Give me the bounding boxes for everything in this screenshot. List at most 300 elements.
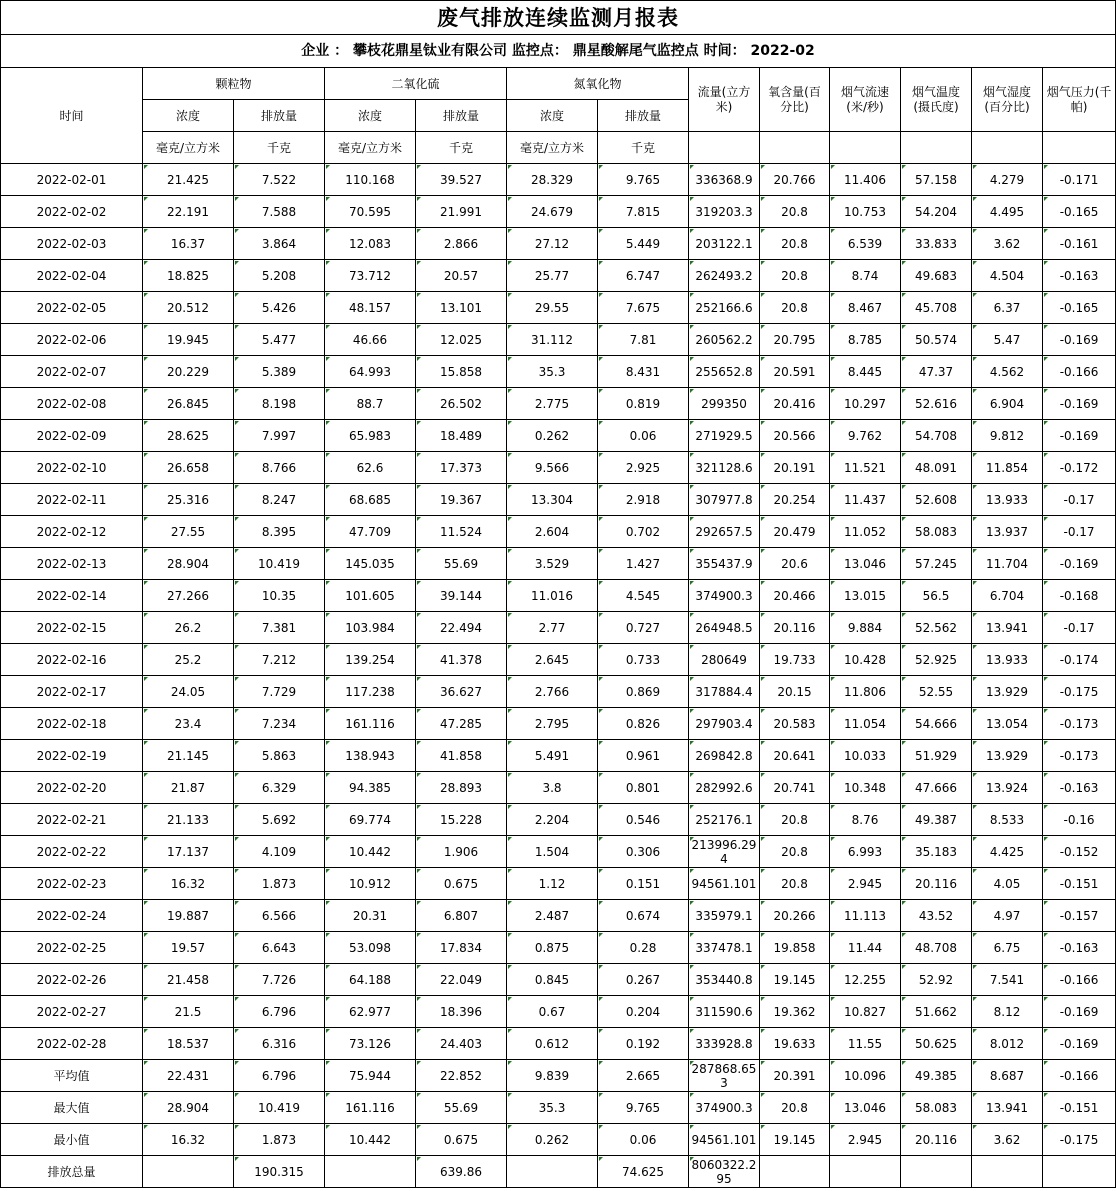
cell-pressure: -0.166: [1043, 1060, 1116, 1092]
cell-flow: 213996.294: [689, 836, 760, 868]
cell-particulate-emission: 5.477: [234, 324, 325, 356]
cell-flow: 271929.5: [689, 420, 760, 452]
unit-particulate-emission: 千克: [234, 132, 325, 164]
cell-particulate-concentration: 16.32: [143, 868, 234, 900]
cell-humidity: 4.504: [972, 260, 1043, 292]
cell-so2-emission: 36.627: [416, 676, 507, 708]
cell-nox-concentration: 5.491: [507, 740, 598, 772]
cell-humidity: [972, 1156, 1043, 1188]
table-row: [1, 708, 1116, 740]
cell-time: 2022-02-24: [1, 900, 143, 932]
cell-so2-concentration: 161.116: [325, 708, 416, 740]
cell-time: 2022-02-05: [1, 292, 143, 324]
cell-pressure: -0.171: [1043, 164, 1116, 196]
cell-pressure: -0.16: [1043, 804, 1116, 836]
cell-flow: 336368.9: [689, 164, 760, 196]
cell-nox-emission: 0.819: [598, 388, 689, 420]
cell-so2-concentration: 46.66: [325, 324, 416, 356]
cell-so2-concentration: 161.116: [325, 1092, 416, 1124]
cell-nox-emission: 9.765: [598, 1092, 689, 1124]
cell-particulate-concentration: 21.133: [143, 804, 234, 836]
cell-oxygen: 19.733: [760, 644, 830, 676]
cell-nox-emission: 7.815: [598, 196, 689, 228]
header-oxygen: 氧含量(百分比): [760, 68, 830, 132]
cell-humidity: 8.012: [972, 1028, 1043, 1060]
table-row: [1, 644, 1116, 676]
cell-temperature: 50.574: [901, 324, 972, 356]
cell-so2-concentration: 70.595: [325, 196, 416, 228]
cell-particulate-emission: 1.873: [234, 1124, 325, 1156]
header-velocity: 烟气流速(米/秒): [830, 68, 901, 132]
cell-flow: 355437.9: [689, 548, 760, 580]
cell-particulate-concentration: 28.904: [143, 1092, 234, 1124]
table-row: [1, 1092, 1116, 1124]
cell-pressure: -0.169: [1043, 548, 1116, 580]
header-nox-emission: 排放量: [598, 100, 689, 132]
cell-humidity: 4.495: [972, 196, 1043, 228]
cell-so2-emission: 24.403: [416, 1028, 507, 1060]
cell-temperature: 56.5: [901, 580, 972, 612]
header-particulate-emission: 排放量: [234, 100, 325, 132]
cell-oxygen: 20.766: [760, 164, 830, 196]
cell-flow: 374900.3: [689, 580, 760, 612]
cell-temperature: 52.616: [901, 388, 972, 420]
cell-nox-emission: 0.869: [598, 676, 689, 708]
cell-humidity: 13.933: [972, 644, 1043, 676]
cell-nox-concentration: 27.12: [507, 228, 598, 260]
cell-nox-concentration: 9.566: [507, 452, 598, 484]
cell-flow: 311590.6: [689, 996, 760, 1028]
cell-flow: 282992.6: [689, 772, 760, 804]
cell-nox-emission: 0.06: [598, 1124, 689, 1156]
cell-particulate-emission: 5.426: [234, 292, 325, 324]
cell-nox-emission: 8.431: [598, 356, 689, 388]
cell-velocity: 11.406: [830, 164, 901, 196]
cell-velocity: 10.753: [830, 196, 901, 228]
cell-nox-concentration: 2.77: [507, 612, 598, 644]
cell-pressure: -0.175: [1043, 676, 1116, 708]
cell-time: 2022-02-06: [1, 324, 143, 356]
cell-time: 排放总量: [1, 1156, 143, 1188]
cell-so2-concentration: 65.983: [325, 420, 416, 452]
cell-particulate-concentration: 21.87: [143, 772, 234, 804]
header-so2: 二氧化硫: [325, 68, 507, 100]
cell-so2-emission: 15.858: [416, 356, 507, 388]
cell-temperature: 45.708: [901, 292, 972, 324]
cell-so2-concentration: 48.157: [325, 292, 416, 324]
cell-flow: 280649: [689, 644, 760, 676]
cell-so2-emission: 41.378: [416, 644, 507, 676]
cell-so2-concentration: 145.035: [325, 548, 416, 580]
cell-pressure: -0.152: [1043, 836, 1116, 868]
cell-so2-emission: 22.049: [416, 964, 507, 996]
cell-particulate-emission: 7.729: [234, 676, 325, 708]
cell-oxygen: 20.8: [760, 1092, 830, 1124]
cell-oxygen: 20.583: [760, 708, 830, 740]
table-row: [1, 196, 1116, 228]
cell-time: 2022-02-26: [1, 964, 143, 996]
cell-oxygen: 20.8: [760, 868, 830, 900]
cell-so2-emission: 0.675: [416, 868, 507, 900]
cell-so2-emission: 17.373: [416, 452, 507, 484]
cell-so2-concentration: 73.712: [325, 260, 416, 292]
cell-so2-emission: 39.144: [416, 580, 507, 612]
cell-particulate-emission: 1.873: [234, 868, 325, 900]
cell-nox-concentration: 29.55: [507, 292, 598, 324]
cell-so2-emission: 1.906: [416, 836, 507, 868]
header-nox-concentration: 浓度: [507, 100, 598, 132]
cell-temperature: 20.116: [901, 868, 972, 900]
cell-particulate-emission: 7.522: [234, 164, 325, 196]
cell-time: 2022-02-28: [1, 1028, 143, 1060]
cell-temperature: 35.183: [901, 836, 972, 868]
cell-nox-emission: 0.674: [598, 900, 689, 932]
cell-nox-concentration: 0.612: [507, 1028, 598, 1060]
table-row: [1, 996, 1116, 1028]
cell-velocity: 11.44: [830, 932, 901, 964]
cell-flow: 260562.2: [689, 324, 760, 356]
cell-so2-concentration: 103.984: [325, 612, 416, 644]
cell-humidity: 8.12: [972, 996, 1043, 1028]
cell-velocity: 8.445: [830, 356, 901, 388]
cell-pressure: -0.17: [1043, 516, 1116, 548]
cell-so2-emission: 55.69: [416, 548, 507, 580]
cell-oxygen: 19.633: [760, 1028, 830, 1060]
cell-nox-concentration: 1.12: [507, 868, 598, 900]
cell-particulate-emission: 10.419: [234, 548, 325, 580]
cell-time: 2022-02-11: [1, 484, 143, 516]
cell-humidity: 11.704: [972, 548, 1043, 580]
cell-humidity: 6.37: [972, 292, 1043, 324]
cell-particulate-concentration: 21.458: [143, 964, 234, 996]
cell-nox-concentration: 35.3: [507, 1092, 598, 1124]
cell-so2-emission: 21.991: [416, 196, 507, 228]
cell-so2-concentration: 10.442: [325, 836, 416, 868]
cell-flow: 203122.1: [689, 228, 760, 260]
cell-nox-emission: 7.675: [598, 292, 689, 324]
table-row: [1, 772, 1116, 804]
cell-pressure: -0.163: [1043, 772, 1116, 804]
cell-temperature: 57.158: [901, 164, 972, 196]
cell-flow: 319203.3: [689, 196, 760, 228]
cell-so2-emission: 11.524: [416, 516, 507, 548]
cell-particulate-concentration: 26.658: [143, 452, 234, 484]
table-row: [1, 292, 1116, 324]
cell-particulate-concentration: 19.887: [143, 900, 234, 932]
cell-particulate-emission: 5.692: [234, 804, 325, 836]
cell-temperature: 52.55: [901, 676, 972, 708]
cell-velocity: 12.255: [830, 964, 901, 996]
cell-time: 2022-02-07: [1, 356, 143, 388]
cell-oxygen: 20.795: [760, 324, 830, 356]
cell-flow: 252176.1: [689, 804, 760, 836]
cell-particulate-concentration: 28.625: [143, 420, 234, 452]
header-so2-emission: 排放量: [416, 100, 507, 132]
cell-velocity: [830, 1156, 901, 1188]
cell-particulate-emission: 8.395: [234, 516, 325, 548]
cell-particulate-concentration: [143, 1156, 234, 1188]
cell-time: 2022-02-14: [1, 580, 143, 612]
cell-particulate-concentration: 27.55: [143, 516, 234, 548]
cell-particulate-concentration: 26.845: [143, 388, 234, 420]
cell-particulate-emission: 6.796: [234, 1060, 325, 1092]
unit-humidity-blank: [972, 132, 1043, 164]
cell-nox-concentration: 13.304: [507, 484, 598, 516]
cell-time: 2022-02-08: [1, 388, 143, 420]
cell-particulate-emission: 8.247: [234, 484, 325, 516]
cell-so2-concentration: 10.442: [325, 1124, 416, 1156]
cell-velocity: 2.945: [830, 1124, 901, 1156]
cell-nox-emission: 2.925: [598, 452, 689, 484]
cell-nox-concentration: 2.795: [507, 708, 598, 740]
cell-particulate-concentration: 21.5: [143, 996, 234, 1028]
unit-oxygen-blank: [760, 132, 830, 164]
table-row: [1, 580, 1116, 612]
cell-time: 2022-02-19: [1, 740, 143, 772]
cell-flow: 353440.8: [689, 964, 760, 996]
cell-temperature: 47.37: [901, 356, 972, 388]
cell-so2-emission: 26.502: [416, 388, 507, 420]
cell-nox-concentration: 25.77: [507, 260, 598, 292]
cell-nox-emission: 0.702: [598, 516, 689, 548]
cell-particulate-emission: 3.864: [234, 228, 325, 260]
cell-flow: 374900.3: [689, 1092, 760, 1124]
cell-velocity: 10.033: [830, 740, 901, 772]
cell-velocity: 10.827: [830, 996, 901, 1028]
report-title: 废气排放连续监测月报表: [1, 1, 1116, 35]
cell-humidity: 4.562: [972, 356, 1043, 388]
unit-temperature-blank: [901, 132, 972, 164]
cell-time: 2022-02-27: [1, 996, 143, 1028]
cell-velocity: 9.762: [830, 420, 901, 452]
cell-so2-emission: 28.893: [416, 772, 507, 804]
cell-humidity: 13.933: [972, 484, 1043, 516]
cell-particulate-concentration: 26.2: [143, 612, 234, 644]
table-row: [1, 388, 1116, 420]
cell-oxygen: 19.362: [760, 996, 830, 1028]
cell-pressure: -0.157: [1043, 900, 1116, 932]
cell-so2-concentration: 62.977: [325, 996, 416, 1028]
cell-velocity: 13.046: [830, 1092, 901, 1124]
cell-humidity: 13.937: [972, 516, 1043, 548]
table-row: [1, 324, 1116, 356]
cell-pressure: -0.175: [1043, 1124, 1116, 1156]
cell-temperature: 20.116: [901, 1124, 972, 1156]
header-humidity: 烟气湿度(百分比): [972, 68, 1043, 132]
cell-particulate-emission: 6.796: [234, 996, 325, 1028]
cell-time: 2022-02-22: [1, 836, 143, 868]
cell-pressure: -0.163: [1043, 932, 1116, 964]
cell-so2-emission: 12.025: [416, 324, 507, 356]
cell-humidity: 13.054: [972, 708, 1043, 740]
cell-so2-emission: 15.228: [416, 804, 507, 836]
cell-time: 2022-02-12: [1, 516, 143, 548]
cell-flow: 297903.4: [689, 708, 760, 740]
cell-velocity: 10.297: [830, 388, 901, 420]
cell-time: 最小值: [1, 1124, 143, 1156]
cell-velocity: 6.539: [830, 228, 901, 260]
cell-so2-concentration: 53.098: [325, 932, 416, 964]
cell-particulate-emission: 7.588: [234, 196, 325, 228]
cell-humidity: 3.62: [972, 1124, 1043, 1156]
cell-particulate-concentration: 23.4: [143, 708, 234, 740]
cell-nox-concentration: [507, 1156, 598, 1188]
cell-nox-emission: 4.545: [598, 580, 689, 612]
cell-particulate-concentration: 17.137: [143, 836, 234, 868]
table-row: [1, 1060, 1116, 1092]
cell-oxygen: 20.8: [760, 228, 830, 260]
cell-flow: 292657.5: [689, 516, 760, 548]
cell-time: 最大值: [1, 1092, 143, 1124]
header-particulate-concentration: 浓度: [143, 100, 234, 132]
cell-so2-concentration: 138.943: [325, 740, 416, 772]
cell-time: 2022-02-25: [1, 932, 143, 964]
cell-oxygen: 20.466: [760, 580, 830, 612]
cell-so2-concentration: [325, 1156, 416, 1188]
cell-time: 2022-02-21: [1, 804, 143, 836]
cell-temperature: 54.666: [901, 708, 972, 740]
cell-so2-emission: 22.852: [416, 1060, 507, 1092]
table-row: [1, 452, 1116, 484]
table-row: [1, 836, 1116, 868]
cell-pressure: -0.161: [1043, 228, 1116, 260]
cell-humidity: 3.62: [972, 228, 1043, 260]
cell-oxygen: 20.191: [760, 452, 830, 484]
cell-flow: 264948.5: [689, 612, 760, 644]
cell-time: 平均值: [1, 1060, 143, 1092]
cell-so2-concentration: 117.238: [325, 676, 416, 708]
cell-velocity: 11.113: [830, 900, 901, 932]
cell-nox-concentration: 2.487: [507, 900, 598, 932]
cell-nox-emission: 0.204: [598, 996, 689, 1028]
cell-nox-emission: 2.918: [598, 484, 689, 516]
cell-oxygen: 19.858: [760, 932, 830, 964]
cell-particulate-concentration: 18.537: [143, 1028, 234, 1060]
cell-temperature: 58.083: [901, 516, 972, 548]
cell-pressure: -0.168: [1043, 580, 1116, 612]
cell-nox-concentration: 2.604: [507, 516, 598, 548]
cell-humidity: 4.279: [972, 164, 1043, 196]
cell-temperature: 43.52: [901, 900, 972, 932]
cell-particulate-concentration: 28.904: [143, 548, 234, 580]
cell-particulate-concentration: 25.316: [143, 484, 234, 516]
cell-nox-emission: 2.665: [598, 1060, 689, 1092]
cell-time: 2022-02-03: [1, 228, 143, 260]
table-row: [1, 228, 1116, 260]
cell-flow: 8060322.295: [689, 1156, 760, 1188]
cell-oxygen: 20.8: [760, 196, 830, 228]
cell-temperature: 52.925: [901, 644, 972, 676]
cell-velocity: 11.55: [830, 1028, 901, 1060]
header-time: 时间: [1, 68, 143, 164]
cell-nox-concentration: 11.016: [507, 580, 598, 612]
cell-pressure: -0.17: [1043, 484, 1116, 516]
cell-temperature: 58.083: [901, 1092, 972, 1124]
cell-oxygen: [760, 1156, 830, 1188]
cell-pressure: -0.172: [1043, 452, 1116, 484]
cell-oxygen: 19.145: [760, 1124, 830, 1156]
cell-humidity: 5.47: [972, 324, 1043, 356]
cell-velocity: 10.348: [830, 772, 901, 804]
cell-temperature: 33.833: [901, 228, 972, 260]
cell-temperature: 48.091: [901, 452, 972, 484]
table-row: [1, 1156, 1116, 1188]
cell-time: 2022-02-09: [1, 420, 143, 452]
table-row: [1, 356, 1116, 388]
cell-flow: 262493.2: [689, 260, 760, 292]
cell-oxygen: 20.8: [760, 804, 830, 836]
cell-velocity: 8.76: [830, 804, 901, 836]
cell-nox-concentration: 0.875: [507, 932, 598, 964]
cell-flow: 335979.1: [689, 900, 760, 932]
cell-particulate-emission: 7.381: [234, 612, 325, 644]
cell-nox-concentration: 0.845: [507, 964, 598, 996]
cell-nox-emission: 0.727: [598, 612, 689, 644]
cell-so2-concentration: 110.168: [325, 164, 416, 196]
cell-oxygen: 20.116: [760, 612, 830, 644]
cell-so2-emission: 47.285: [416, 708, 507, 740]
cell-particulate-emission: 8.766: [234, 452, 325, 484]
cell-temperature: 49.683: [901, 260, 972, 292]
cell-nox-emission: 74.625: [598, 1156, 689, 1188]
cell-oxygen: 20.266: [760, 900, 830, 932]
cell-flow: 255652.8: [689, 356, 760, 388]
cell-flow: 307977.8: [689, 484, 760, 516]
cell-humidity: 13.929: [972, 740, 1043, 772]
cell-so2-concentration: 64.188: [325, 964, 416, 996]
cell-particulate-emission: 7.997: [234, 420, 325, 452]
cell-particulate-concentration: 19.57: [143, 932, 234, 964]
cell-temperature: 52.92: [901, 964, 972, 996]
cell-temperature: 49.387: [901, 804, 972, 836]
cell-so2-concentration: 20.31: [325, 900, 416, 932]
cell-flow: 94561.101: [689, 868, 760, 900]
cell-so2-concentration: 139.254: [325, 644, 416, 676]
cell-so2-emission: 2.866: [416, 228, 507, 260]
cell-time: 2022-02-10: [1, 452, 143, 484]
cell-nox-emission: 1.427: [598, 548, 689, 580]
cell-oxygen: 20.391: [760, 1060, 830, 1092]
cell-particulate-concentration: 21.145: [143, 740, 234, 772]
cell-humidity: 4.05: [972, 868, 1043, 900]
cell-velocity: 6.993: [830, 836, 901, 868]
cell-flow: 333928.8: [689, 1028, 760, 1060]
cell-humidity: 4.97: [972, 900, 1043, 932]
cell-so2-emission: 0.675: [416, 1124, 507, 1156]
cell-nox-concentration: 3.8: [507, 772, 598, 804]
cell-so2-concentration: 75.944: [325, 1060, 416, 1092]
cell-temperature: 51.662: [901, 996, 972, 1028]
cell-so2-concentration: 64.993: [325, 356, 416, 388]
cell-oxygen: 19.145: [760, 964, 830, 996]
cell-temperature: 52.608: [901, 484, 972, 516]
cell-particulate-emission: 7.726: [234, 964, 325, 996]
cell-nox-concentration: 2.766: [507, 676, 598, 708]
cell-pressure: -0.151: [1043, 868, 1116, 900]
cell-time: 2022-02-04: [1, 260, 143, 292]
cell-flow: 337478.1: [689, 932, 760, 964]
cell-particulate-concentration: 20.229: [143, 356, 234, 388]
unit-nox-concentration: 毫克/立方米: [507, 132, 598, 164]
cell-pressure: [1043, 1156, 1116, 1188]
cell-time: 2022-02-02: [1, 196, 143, 228]
cell-pressure: -0.17: [1043, 612, 1116, 644]
cell-so2-concentration: 12.083: [325, 228, 416, 260]
cell-so2-concentration: 10.912: [325, 868, 416, 900]
cell-so2-emission: 20.57: [416, 260, 507, 292]
cell-time: 2022-02-23: [1, 868, 143, 900]
cell-particulate-emission: 7.234: [234, 708, 325, 740]
